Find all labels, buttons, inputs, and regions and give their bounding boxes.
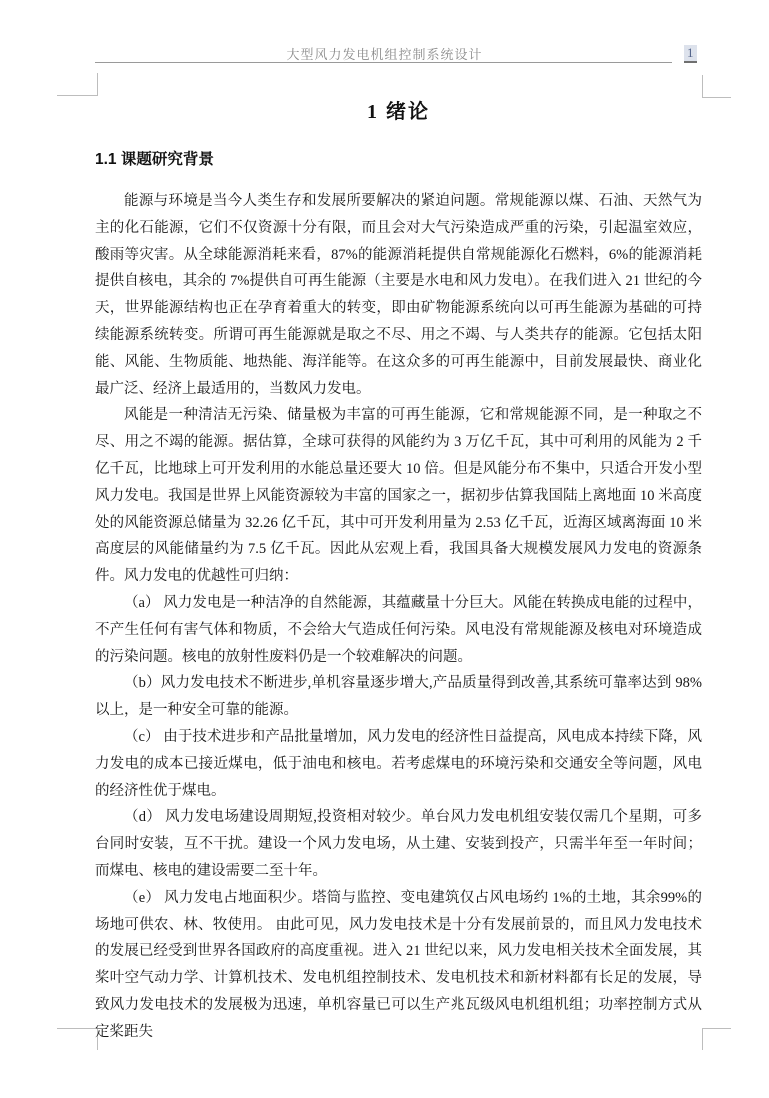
text-boundary-mark-top-right [702,75,731,98]
body-paragraph: （c） 由于技术进步和产品批量增加，风力发电的经济性日益提高，风电成本持续下降，风力发电的成本已接近煤电，低于油电和核电。若考虑煤电的环境污染和交通安全等问题，风电的经济性优于煤电。 [95,728,702,799]
text-boundary-mark-bottom-left [57,1028,98,1050]
text-boundary-mark-top-left [57,73,98,96]
body-paragraph: （d） 风力发电场建设周期短,投资相对较少。单台风力发电机组安装仅需几个星期，可多台同时安装，互不干扰。建设一个风力发电场，从土建、安装到投产，只需半年至一年时间；而煤电、核电的建设需要二至十年。 [95,809,702,879]
section-heading: 1.1 课题研究背景 [95,151,214,168]
document-body [95,88,702,1046]
body-paragraph: （b）风力发电技术不断进步,单机容量逐步增大,产品质量得到改善,其系统可靠率达到 98%以上，是一种安全可靠的能源。 [95,675,702,719]
body-paragraph: 能源与环境是当今人类生存和发展所要解决的紧迫问题。常规能源以煤、石油、天然气为主的化石能源，它们不仅资源十分有限，而且会对大气污染造成严重的污染，引起温室效应，酸雨等灾害。从全球能源消耗来看，87%的能源消耗提供自常规能源化石燃料，6%的能源消耗提供自核电，其余的 7%提供自可再生能源（主要是水电和风力发电）。在我们进入 21 世纪的今天，世界能源结构也正在孕育着重大的转变，即由矿物能源系统向以可再生能源为基础的可持续能源系统转变。所谓可再生能源就是取之不尽、用之不竭、与人类共存的能源。它包括太阳能、风能、生物质能、地热能、海洋能等。在这众多的可再生能源中，目前发展最快、商业化最广泛、经济上最适用的，当数风力发电。 [95,193,702,397]
text-boundary-mark-bottom-right [702,1028,731,1050]
chapter-title: 1 绪论 [367,101,430,123]
page-number-field: 1 [684,45,697,63]
body-paragraph: （a） 风力发电是一种洁净的自然能源，其蕴藏量十分巨大。风能在转换成电能的过程中，不产生任何有害气体和物质，不会给大气造成任何污染。风电没有常规能源及核电对环境造成的污染问题。核电的放射性废料仍是一个较难解决的问题。 [95,594,702,665]
body-paragraph: （e） 风力发电占地面积少。塔筒与监控、变电建筑仅占风电场约 1%的土地，其余99%的场地可供农、林、牧使用。 由此可见，风力发电技术是十分有发展前景的，而且风力发电技术的发展已经受到世界各国政府的高度重视。进入 21 世纪以来，风力发电相关技术全面发展，其桨叶空气动力学、计算机技术、发电机组控制技术、发电机技术和新材料都有长足的发展，导致风力发电技术的发展极为迅速，单机容量已可以生产兆瓦级风电机组机组；功率控制方式从定桨距失 [95,889,702,1040]
header-title: 大型风力发电机组控制系统设计 [286,47,483,62]
header-rule [95,62,672,63]
body-paragraph: 风能是一种清洁无污染、储量极为丰富的可再生能源，它和常规能源不同，是一种取之不尽、用之不竭的能源。据估算，全球可获得的风能约为 3 万亿千瓦，其中可利用的风能为 2 千亿千瓦，比地球上可开发利用的水能总量还要大 10 倍。但是风能分布不集中，只适合开发小型风力发电。我国是世界上风能资源较为丰富的国家之一，据初步估算我国陆上离地面 10 米高度处的风能资源总储量为 32.26 亿千瓦，其中可开发利用量为 2.53 亿千瓦，近海区域离海面 10 米高度层的风能储量约为 7.5 亿千瓦。因此从宏观上看，我国具备大规模发展风力发电的资源条件。风力发电的优越性可归纳： [95,407,702,585]
